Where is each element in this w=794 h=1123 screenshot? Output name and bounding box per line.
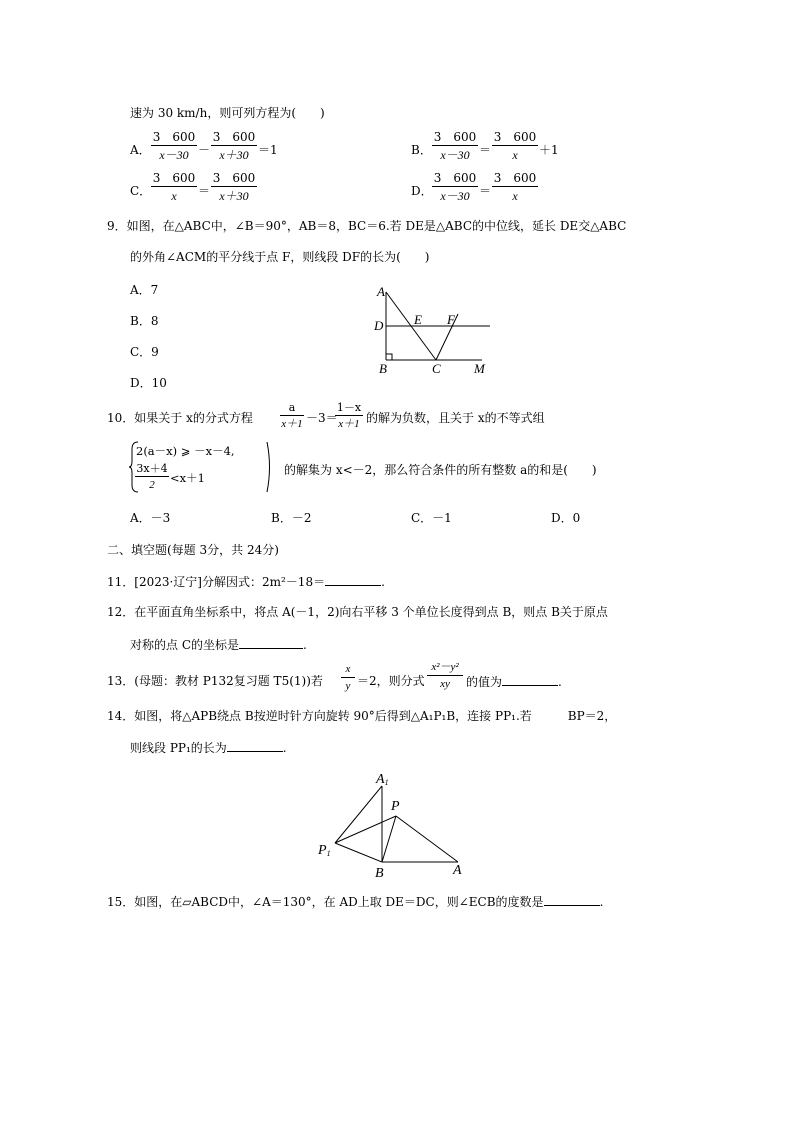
q12-line1: 12．在平面直角坐标系中，将点 A(－1，2)向右平移 3 个单位长度得到点 B，则点 B关于原点 — [107, 605, 608, 619]
q13-answer-blank — [502, 675, 558, 686]
q12-line2: 对称的点 C的坐标是 . — [130, 638, 307, 652]
q9-option-d: D．10 — [130, 376, 167, 390]
q14-figure — [312, 766, 472, 880]
q10-option-d: D．0 — [551, 511, 581, 525]
q9-right-angle-mark — [386, 354, 392, 360]
q10-option-b: B．－2 — [271, 511, 312, 525]
q15: 15．如图，在▱ABCD中，∠A＝130°，在 AD上取 DE＝DC，则∠ECB的度数是 . — [107, 895, 604, 909]
q10-after: 的解集为 x<－2，那么符合条件的所有整数 a的和是( ) — [284, 463, 597, 477]
q14-line1: 14．如图，将△APB绕点 B按逆时针方向旋转 90°后得到△A₁P₁B，连接 PP₁.若 BP＝2， — [107, 709, 617, 723]
q14-answer-blank — [227, 741, 283, 752]
q8-a-frac2: $\frac{3 600}{x+30}$ — [212, 130, 256, 162]
q14-segment-pa — [396, 816, 458, 862]
section-title: 二、填空题(每题 3分，共 24分) — [107, 543, 279, 557]
q9-label-e: E — [414, 312, 422, 327]
q14-label-a: A — [453, 863, 462, 878]
q11: 11．[2023·辽宁]分解因式：2m²－18＝ . — [107, 575, 385, 589]
q11-answer-blank — [325, 575, 381, 586]
q14-label-p1: P1 — [318, 843, 331, 858]
q12-answer-blank — [239, 638, 303, 649]
q14-label-b: B — [375, 866, 384, 880]
q14-segment-p1b — [335, 843, 382, 862]
q8-a-frac1: $\frac{3 600}{x-30}$ — [152, 130, 196, 162]
q9-label-d: D — [374, 318, 384, 333]
q8-c-frac2: $\frac{3 600}{x+30}$ — [212, 171, 256, 203]
q9-figure — [360, 282, 500, 378]
q14-segment-p1p — [335, 816, 396, 843]
q14-label-a1: A1 — [376, 772, 389, 787]
q13-frac1: $\frac{x}{y}$ — [341, 664, 355, 692]
q9-label-c: C — [432, 361, 441, 376]
page: 速为 30 km/h，则可列方程为( ) A． $\frac{3 600}{x-30}$ － $\frac{3 600}{x+30}$ ＝1 B． $\frac{3 600}{x-30}$ ＝ $\frac{3 600}{x}$ ＋1 C． $\frac{3 600}{x}$ ＝ $\frac{3 600}{x+30}$ D． $\frac{3 600}{x-30}$ ＝ $\frac{3 600}{x}$ 9．如图，在△ABC中，∠B＝90°，AB＝8，BC＝6.若 DE是△ABC的中位线，延长 DE交△ABC 的外角∠ACM的平分线于点 F，则线段 DF的长为( ) A．7 B．8 C．9 D．10 A D E F B C M 10．如果关于 x的分式方程 $\frac{a}{x+1}$ －3＝ $\frac{1-x}{x+1}$ 的解为负数，且关于 x的不等式组 2(a－x) ⩾ －x－4, $\frac{3x+4}{2}$ <x＋1 的解集为 x<－2，那么符合条件的所有整数 a的和是( ) A．－3 B．－2 C．－1 D．0 二、填空题(每题 3分，共 24分) 11．[2023·辽宁]分解因式：2m²－18＝ . 12．在平面直角坐标系中，将点 A(－1，2)向右平移 3 个单位长度得到点 B，则点 B关于原点 对称的点 C的坐标是 . 13．(母题：教材 P132复习题 T5(1))若 $\frac{x}{y}$ ＝2，则分式 $\frac{\text{x²－y²}}{xy}$ 的值为 . 14．如图，将△APB绕点 B按逆时针方向旋转 90°后得到△A₁P₁B，连接 PP₁.若 BP＝2， 则线段 PP₁的长为 . A1 P P1 B A 15．如图，在▱ABCD中，∠A＝130°，在 AD上取 DE＝DC，则∠ECB的度数是 . — [107, 106, 627, 909]
q9-label-m: M — [474, 361, 485, 376]
q9-option-a: A．7 — [130, 283, 159, 297]
q8-d-frac1: $\frac{3 600}{x-30}$ — [433, 171, 477, 203]
q8-c-frac1: $\frac{3 600}{x}$ — [152, 171, 196, 203]
q8-b-frac1: $\frac{3 600}{x-30}$ — [433, 130, 477, 162]
q10-ineq1: 2(a－x) ⩾ －x－4, — [136, 444, 235, 458]
q10-right-paren — [265, 441, 273, 493]
q13-frac2: $\frac{\text{x²－y²}}{xy}$ — [427, 662, 463, 690]
q9-label-a: A — [377, 284, 385, 299]
q8-b-frac2: $\frac{3 600}{x}$ — [493, 130, 537, 162]
q9-line2: 的外角∠ACM的平分线于点 F，则线段 DF的长为( ) — [130, 250, 430, 264]
q10-ineq2-frac: $\frac{3x+4}{2}$ — [136, 462, 168, 491]
q10-frac1: $\frac{a}{x+1}$ — [281, 401, 303, 430]
q9-label-f: F — [447, 312, 455, 327]
q9-option-b: B．8 — [130, 314, 159, 328]
q10-option-a: A．－3 — [130, 511, 171, 525]
q10-ineq2-rest: <x＋1 — [170, 471, 205, 485]
q8-d-frac2: $\frac{3 600}{x}$ — [493, 171, 537, 203]
q14-label-p: P — [391, 799, 400, 814]
q9-option-c: C．9 — [130, 345, 159, 359]
q10-frac2: $\frac{1-x}{x+1}$ — [336, 401, 362, 430]
q15-answer-blank — [544, 895, 600, 906]
q14-segment-a1p1 — [335, 786, 382, 843]
q8-stem: 速为 30 km/h，则可列方程为( ) — [130, 106, 325, 120]
q14-segment-pb — [382, 816, 396, 862]
q9-line1: 9．如图，在△ABC中，∠B＝90°，AB＝8，BC＝6.若 DE是△ABC的中位线，延长 DE交△ABC — [107, 219, 627, 233]
q10-option-c: C．－1 — [411, 511, 452, 525]
q9-label-b: B — [379, 361, 387, 376]
q14-line2: 则线段 PP₁的长为 . — [130, 741, 287, 755]
